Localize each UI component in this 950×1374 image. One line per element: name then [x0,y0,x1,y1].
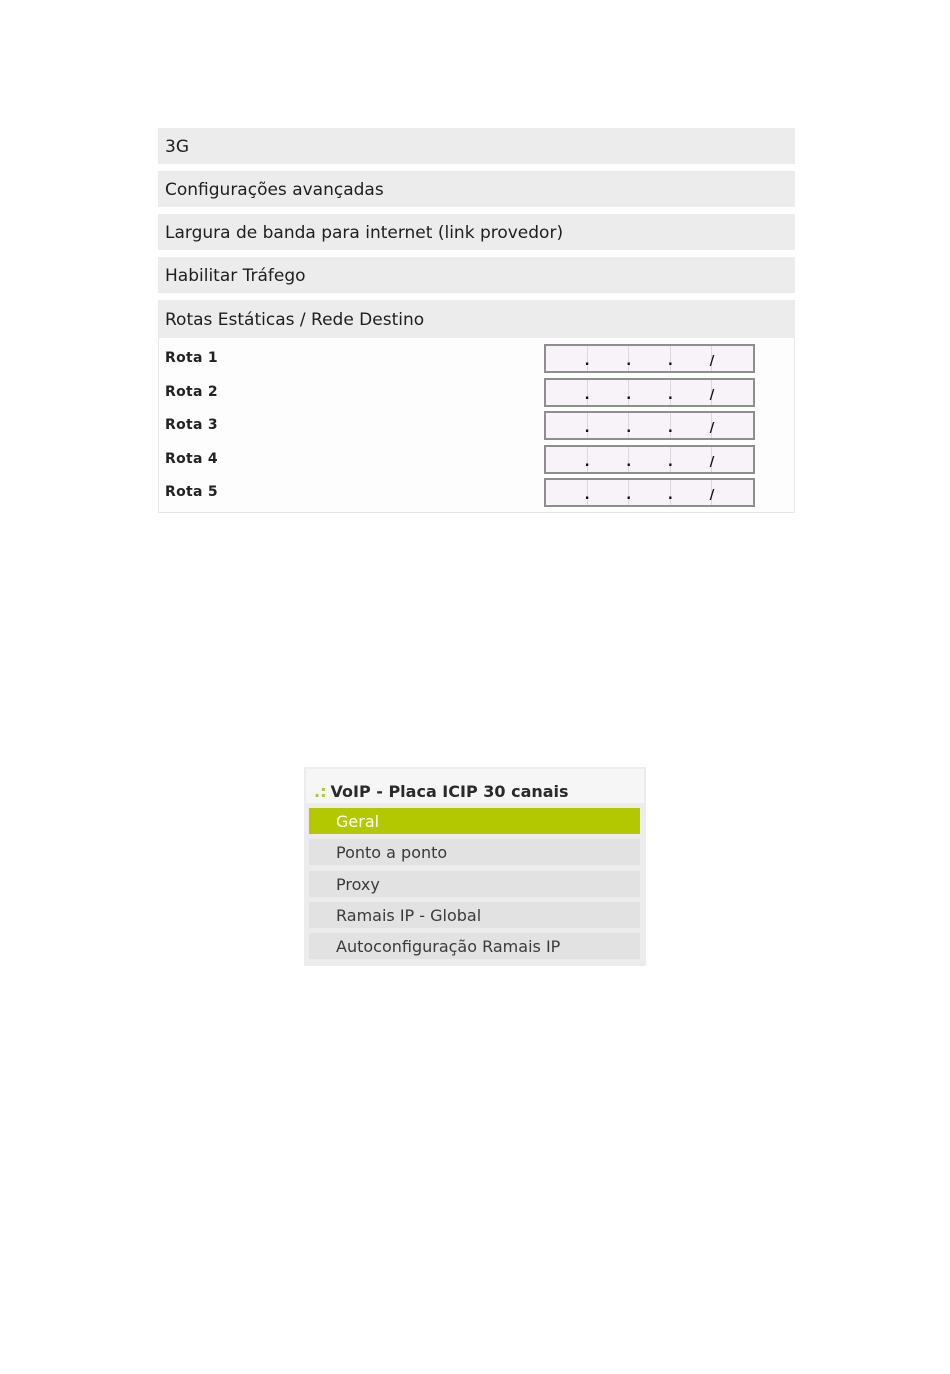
section-internet-bandwidth[interactable] [158,214,795,250]
ip-octet-4[interactable] [671,413,713,438]
ip-octet-3[interactable] [629,447,671,472]
static-routes-body [158,338,795,513]
route-1-ip-input[interactable] [544,344,755,373]
ip-separator: / [709,421,715,436]
route-row-5 [159,478,794,508]
ip-octet-2[interactable] [588,380,630,405]
voip-menu [304,767,646,966]
menu-item-ramais-ip-global[interactable] [309,902,640,928]
route-label: Rota 3 [165,417,218,433]
menu-item-label: Geral [336,812,380,831]
route-3-ip-input[interactable] [544,411,755,440]
ip-mask[interactable] [709,447,753,472]
route-label: Rota 4 [165,451,218,467]
menu-item-geral[interactable] [309,808,640,834]
ip-octet-1[interactable] [546,346,588,371]
ip-mask[interactable] [709,413,753,438]
ip-octet-4[interactable] [671,480,713,505]
route-label: Rota 2 [165,384,218,400]
ip-separator: . [667,455,673,470]
ip-separator: . [667,421,673,436]
ip-mask[interactable] [709,380,753,405]
ip-separator: . [626,421,632,436]
ip-octet-2[interactable] [588,346,630,371]
ip-separator: / [709,388,715,403]
ip-octet-4[interactable] [671,346,713,371]
ip-separator: . [626,354,632,369]
ip-separator: . [667,388,673,403]
ip-octet-4[interactable] [671,447,713,472]
ip-octet-2[interactable] [588,413,630,438]
section-enable-traffic[interactable] [158,257,795,293]
route-row-3 [159,411,794,441]
voip-menu-title [306,769,644,803]
ip-octet-1[interactable] [546,447,588,472]
route-4-ip-input[interactable] [544,445,755,474]
menu-item-label: Ramais IP - Global [336,906,482,925]
ip-separator: . [584,455,590,470]
ip-separator: . [667,354,673,369]
menu-item-ponto-a-ponto[interactable] [309,839,640,865]
ip-octet-2[interactable] [588,480,630,505]
menu-item-proxy[interactable] [309,871,640,897]
section-static-routes[interactable] [158,300,795,338]
ip-separator: / [709,488,715,503]
ip-mask[interactable] [709,480,753,505]
menu-item-autoconfiguracao-ramais-ip[interactable] [309,933,640,959]
route-label: Rota 1 [165,350,218,366]
ip-octet-1[interactable] [546,380,588,405]
voip-menu-title-text: VoIP - Placa ICIP 30 canais [330,782,569,801]
route-row-1 [159,344,794,374]
section-advanced-settings-label: Configurações avançadas [165,180,384,200]
ip-separator: . [584,388,590,403]
section-advanced-settings[interactable] [158,171,795,207]
route-row-2 [159,378,794,408]
section-3g[interactable] [158,128,795,164]
ip-separator: . [584,354,590,369]
ip-octet-4[interactable] [671,380,713,405]
route-2-ip-input[interactable] [544,378,755,407]
ip-mask[interactable] [709,346,753,371]
ip-octet-2[interactable] [588,447,630,472]
section-internet-bandwidth-label: Largura de banda para internet (link provedor) [165,223,564,243]
settings-panel [158,128,795,513]
menu-item-label: Proxy [336,875,380,894]
route-5-ip-input[interactable] [544,478,755,507]
ip-octet-3[interactable] [629,480,671,505]
ip-octet-1[interactable] [546,413,588,438]
ip-separator: . [584,421,590,436]
ip-separator: . [626,455,632,470]
ip-separator: . [626,388,632,403]
route-row-4 [159,445,794,475]
route-label: Rota 5 [165,484,218,500]
ip-octet-3[interactable] [629,380,671,405]
section-3g-label: 3G [165,137,189,157]
ip-octet-1[interactable] [546,480,588,505]
section-static-routes-label: Rotas Estáticas / Rede Destino [165,310,425,330]
menu-item-label: Ponto a ponto [336,843,448,862]
ip-octet-3[interactable] [629,346,671,371]
menu-item-label: Autoconfiguração Ramais IP [336,937,561,956]
ip-octet-3[interactable] [629,413,671,438]
ip-separator: . [584,488,590,503]
ip-separator: / [709,455,715,470]
section-enable-traffic-label: Habilitar Tráfego [165,266,306,286]
ip-separator: . [626,488,632,503]
ip-separator: / [709,354,715,369]
ip-separator: . [667,488,673,503]
title-prefix-marker: .: [314,782,327,801]
